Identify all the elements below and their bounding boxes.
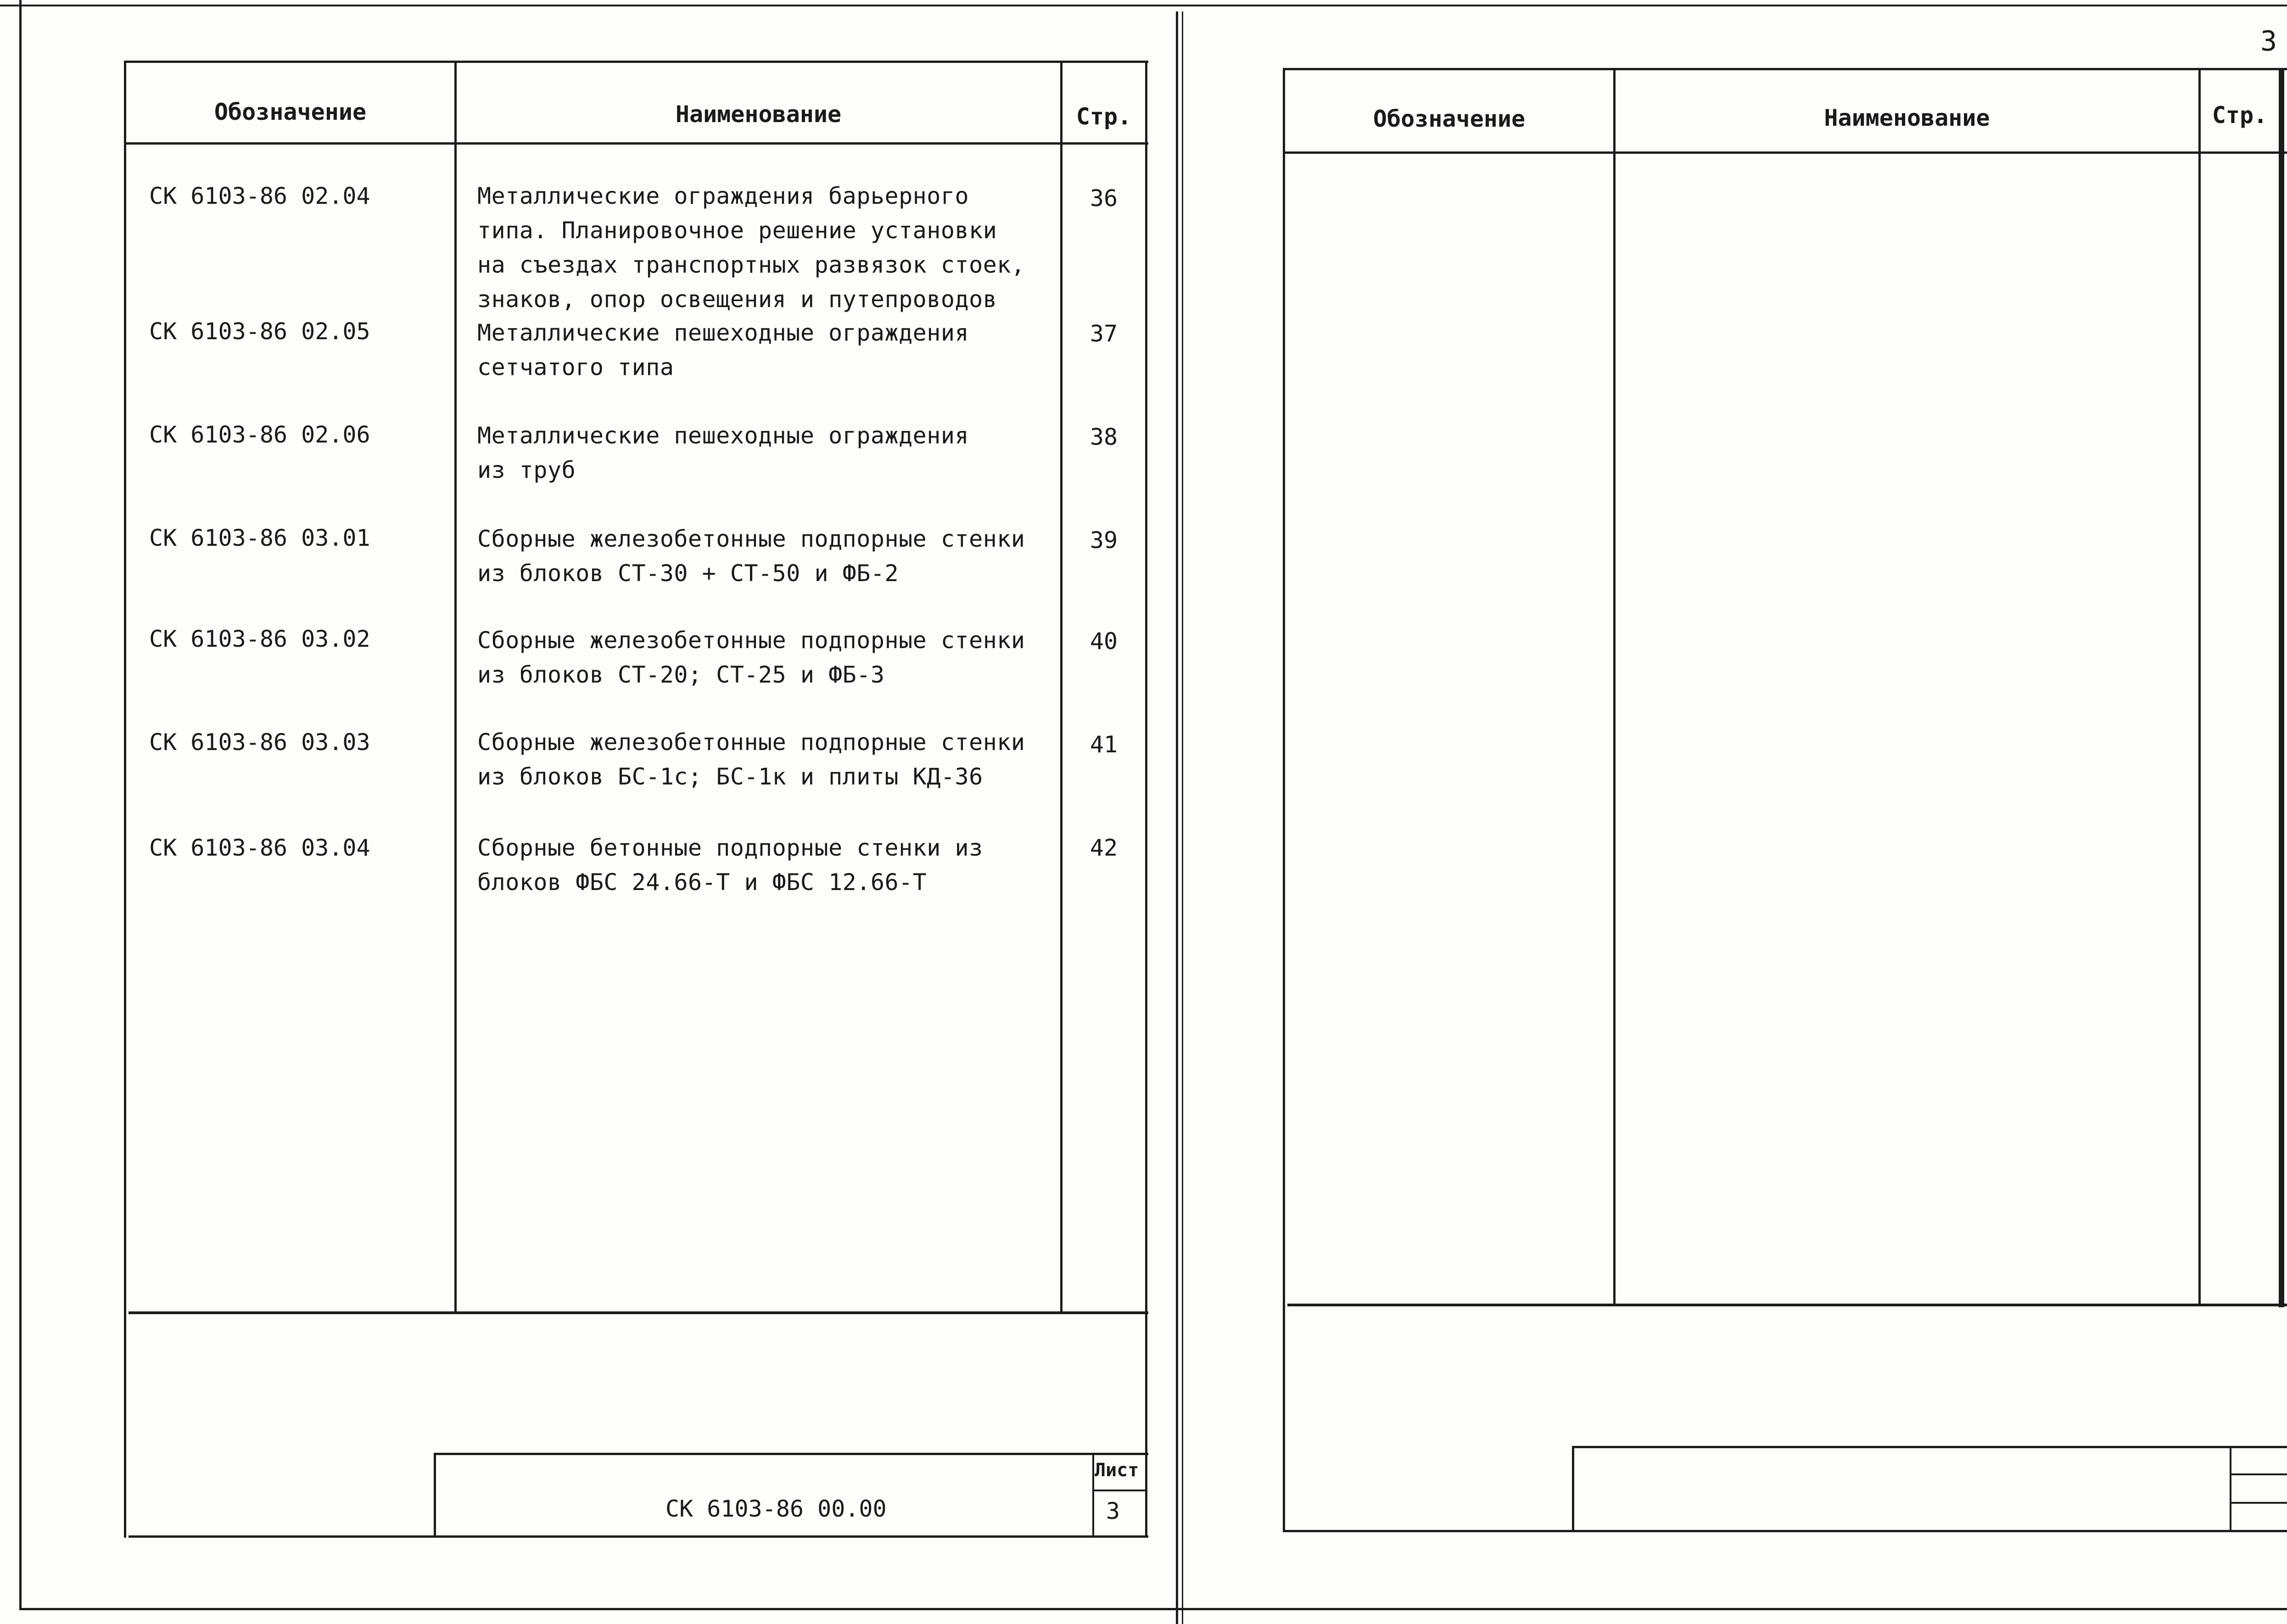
right-edge-bar [2279,68,2284,1307]
right-header-page: Стр. [2212,102,2268,129]
left-header-name: Наименование [675,101,842,128]
row-name: Сборные железобетонные подпорные стенки из блоков СТ-30 + СТ-50 и ФБ-2 [477,526,1025,587]
row-name: Сборные бетонные подпорные стенки из блоков ФБС 24.66-Т и ФБС 12.66-Т [477,834,983,896]
left-header-bottom [124,142,1148,145]
row-name: Сборные железобетонные подпорные стенки из блоков БС-1с; БС-1к и плиты КД-36 [477,729,1025,790]
right-header-designation: Обозначение [1373,106,1526,132]
row-designation: СК 6103-86 03.01 [149,525,370,551]
right-stamp-top [1572,1446,2287,1448]
right-col-line-0 [1283,68,1285,1532]
left-col-line-2 [1060,61,1062,1313]
outer-frame-top [0,5,2287,6]
row-page: 39 [1090,527,1118,554]
right-stamp-sheet-line-2 [2230,1502,2287,1504]
row-designation: СК 6103-86 03.02 [149,626,370,652]
row-designation: СК 6103-86 03.04 [149,834,370,861]
right-table-bottom [1287,1304,2287,1306]
row-page: 36 [1090,185,1118,212]
left-frame-bottom [129,1535,1148,1538]
row-page: 41 [1090,731,1118,758]
left-header-page: Стр. [1076,103,1132,130]
stamp-code: СК 6103-86 00.00 [665,1495,887,1522]
row-designation: СК 6103-86 02.05 [149,318,370,345]
right-table-top [1283,68,2287,70]
page-number: 3 [2260,25,2277,57]
row-designation: СК 6103-86 02.04 [149,183,370,209]
stamp-divider [1092,1453,1094,1538]
right-header-name: Наименование [1824,105,1990,131]
right-stamp-divider [2230,1446,2231,1531]
right-header-bottom [1283,151,2287,154]
row-designation: СК 6103-86 02.06 [149,421,370,448]
left-col-line-0 [124,61,126,1538]
stamp-sheet-label: Лист [1095,1460,1139,1481]
left-table-bottom [129,1311,1148,1314]
row-page: 38 [1090,424,1118,450]
row-name: Сборные железобетонные подпорные стенки из блоков СТ-20; СТ-25 и ФБ-3 [477,627,1025,688]
outer-frame-left [19,0,22,1609]
stamp-sheet-number: 3 [1106,1498,1120,1524]
right-stamp-left [1572,1446,1574,1531]
right-col-line-1 [1613,68,1616,1305]
right-frame-bottom [1285,1530,2287,1532]
left-table-top [124,61,1148,63]
right-col-line-2 [2198,68,2201,1305]
page-divider-inner [1182,11,1183,1624]
right-stamp-sheet-line-1 [2230,1473,2287,1475]
outer-frame-bottom [19,1608,2287,1610]
row-name: Металлические ограждения барьерного типа. Планировочное решение установки на съездах транспортных развязок стоек, знаков, опор освещения и путепроводов [477,183,1025,313]
row-name: Металлические пешеходные ограждения из труб [477,422,969,483]
row-name: Металлические пешеходные ограждения сетчатого типа [477,319,969,381]
left-col-line-3 [1145,61,1147,1538]
left-col-line-1 [454,61,457,1313]
row-page: 37 [1090,320,1118,347]
row-page: 40 [1090,628,1118,655]
left-header-designation: Обозначение [214,99,367,125]
stamp-sheet-divider [1092,1490,1147,1491]
row-designation: СК 6103-86 03.03 [149,729,370,756]
row-page: 42 [1090,834,1118,861]
stamp-left [434,1453,436,1538]
stamp-top [434,1453,1148,1455]
page-divider [1176,11,1178,1624]
